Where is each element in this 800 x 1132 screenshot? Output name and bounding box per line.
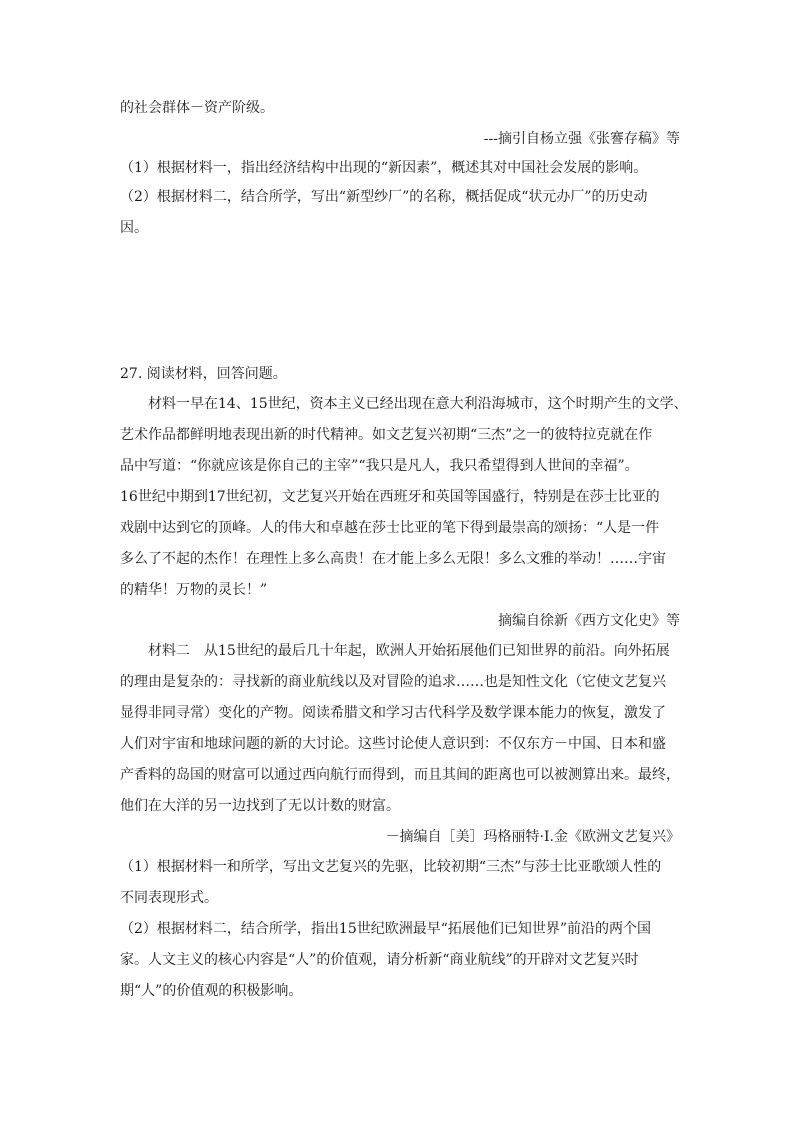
material-1-line: 材料一早在14、15世纪，资本主义已经出现在意大利沿海城市，这个时期产生的文学、 <box>148 396 688 412</box>
material-2-line: 产香料的岛国的财富可以通过西向航行而得到，而且其间的距离也可以被测算出来。最终， <box>120 767 680 783</box>
question-26-2-line-2: 因。 <box>120 220 148 236</box>
material-2-line: 显得非同寻常）变化的产物。阅读希腊文和学习古代科学及数学课本能力的恢复，激发了 <box>120 705 666 721</box>
material-1-line: 多么了不起的杰作！在理性上多么高贵！在才能上多么无限！多么文雅的举动！……宇宙 <box>120 551 666 567</box>
material-1-line: 艺术作品都鲜明地表现出新的时代精神。如文艺复兴初期“三杰”之一的彼特拉克就在作 <box>120 427 653 443</box>
material-2-source: －摘编自［美］玛格丽特·I.金《欧洲文艺复兴》 <box>385 829 680 845</box>
material-1-line: 16世纪中期到17世纪初，文艺复兴开始在西班牙和英国等国盛行，特别是在莎士比亚的 <box>120 489 660 505</box>
material-1-line: 的精华！万物的灵长！” <box>120 582 268 598</box>
material-2-line: 的理由是复杂的：寻找新的商业航线以及对冒险的追求……也是知性文化（它使文艺复兴 <box>120 674 666 690</box>
question-27-1-line: （1）根据材料一和所学，写出文艺复兴的先驱，比较初期“三杰”与莎士比亚歌颂人性的 <box>120 859 662 875</box>
question-26-2-line-1: （2）根据材料二，结合所学，写出“新型纱厂”的名称，概括促成“状元办厂”的历史动 <box>120 189 648 205</box>
material-1-source: 摘编自徐新《西方文化史》等 <box>498 613 680 629</box>
material-2-line: 人们对宇宙和地球问题的新的大讨论。这些讨论使人意识到：不仅东方－中国、日本和盛 <box>120 736 666 752</box>
continued-paragraph: 的社会群体－资产阶级。 <box>120 100 274 116</box>
question-27-2-line: 家。人文主义的核心内容是“人”的价值观，请分析新“商业航线”的开辟对文艺复兴时 <box>120 952 639 968</box>
question-26-1: （1）根据材料一，指出经济结构中出现的“新因素”，概述其对中国社会发展的影响。 <box>120 160 648 176</box>
material-1-line: 戏剧中达到它的顶峰。人的伟大和卓越在莎士比亚的笔下得到最崇高的颂扬：“人是一件 <box>120 520 660 536</box>
material-1-line: 品中写道：“你就应该是你自己的主宰”“我只是凡人，我只希望得到人世间的幸福”。 <box>120 458 639 474</box>
question-27-heading: 27. 阅读材料，回答问题。 <box>120 366 287 382</box>
source-citation: ---摘引自杨立强《张謇存稿》等 <box>483 131 680 147</box>
question-27-2-line: 期“人”的价值观的积极影响。 <box>120 983 303 999</box>
question-27-1-line: 不同表现形式。 <box>120 890 218 906</box>
question-27-2-line: （2）根据材料二，结合所学，指出15世纪欧洲最早“拓展他们已知世界”前沿的两个国 <box>120 921 652 937</box>
material-2-line: 材料二 从15世纪的最后几十年起，欧洲人开始拓展他们已知世界的前沿。向外拓展 <box>148 643 670 659</box>
material-2-line: 他们在大洋的另一边找到了无以计数的财富。 <box>120 798 400 814</box>
